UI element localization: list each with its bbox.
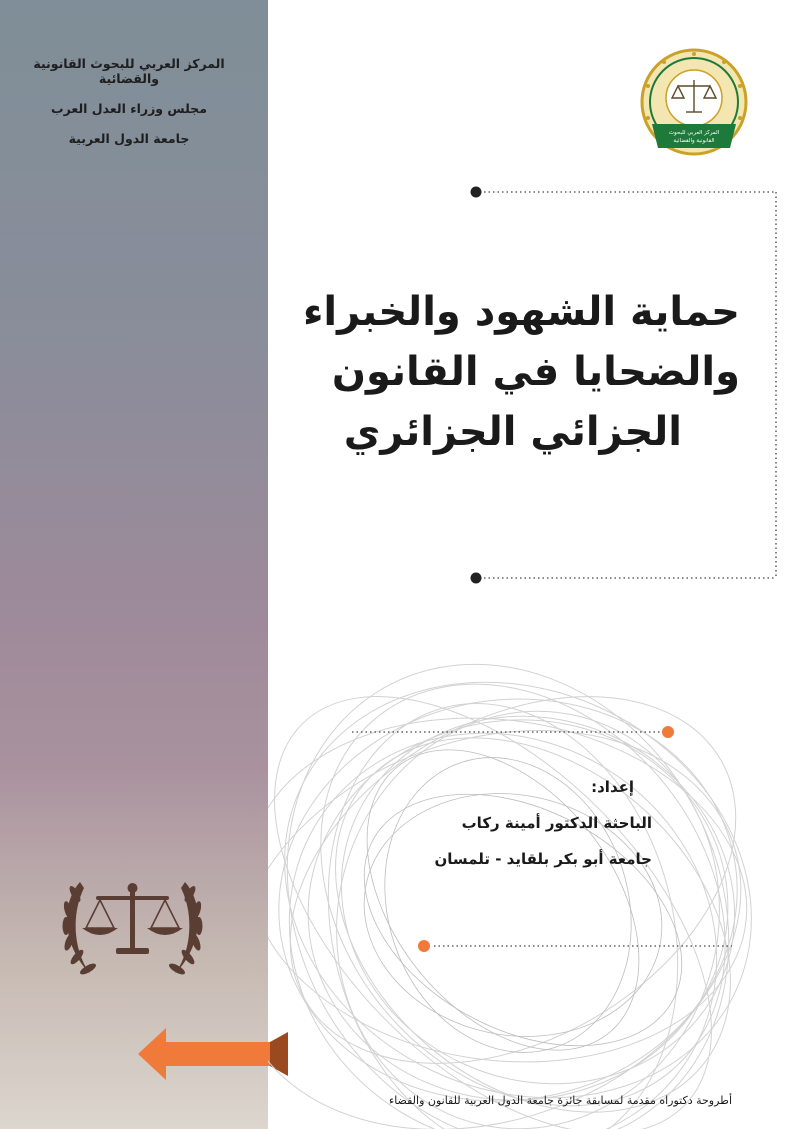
document-title bbox=[302, 282, 740, 462]
left-arrow-icon bbox=[138, 1024, 288, 1084]
prepared-by-block bbox=[360, 778, 652, 868]
org-line-council: مجلس وزراء العدل العرب bbox=[51, 101, 207, 116]
organization-lines bbox=[4, 56, 254, 161]
dotted-divider-bottom bbox=[412, 936, 734, 956]
organization-logo bbox=[636, 48, 752, 160]
footer-note: أطروحة دكتوراه مقدمة لمسابقة جائزة جامعة الدول العربية للقانون والقضاء bbox=[389, 1094, 732, 1107]
author-name: الباحثة الدكتور أمينة ركاب bbox=[461, 814, 652, 832]
org-line-center: المركز العربي للبحوث القانونية والقضائية bbox=[33, 56, 225, 86]
scales-of-justice-icon bbox=[50, 862, 215, 994]
left-sidebar-panel bbox=[0, 0, 268, 1129]
org-line-league: جامعة الدول العربية bbox=[68, 131, 190, 146]
prepared-by-label: إعداد: bbox=[591, 778, 634, 796]
logo-banner-line-2: القانونية والقضائية bbox=[673, 138, 715, 144]
logo-banner-line: المركز العربي للبحوث bbox=[668, 130, 720, 136]
dotted-divider-top bbox=[350, 722, 680, 742]
title-line-3: الجزائي الجزائري bbox=[343, 409, 682, 455]
author-university: جامعة أبو بكر بلقايد - تلمسان bbox=[434, 850, 652, 868]
title-line-2: والضحايا في القانون bbox=[331, 349, 740, 395]
title-line-1: حماية الشهود والخبراء bbox=[302, 289, 740, 335]
